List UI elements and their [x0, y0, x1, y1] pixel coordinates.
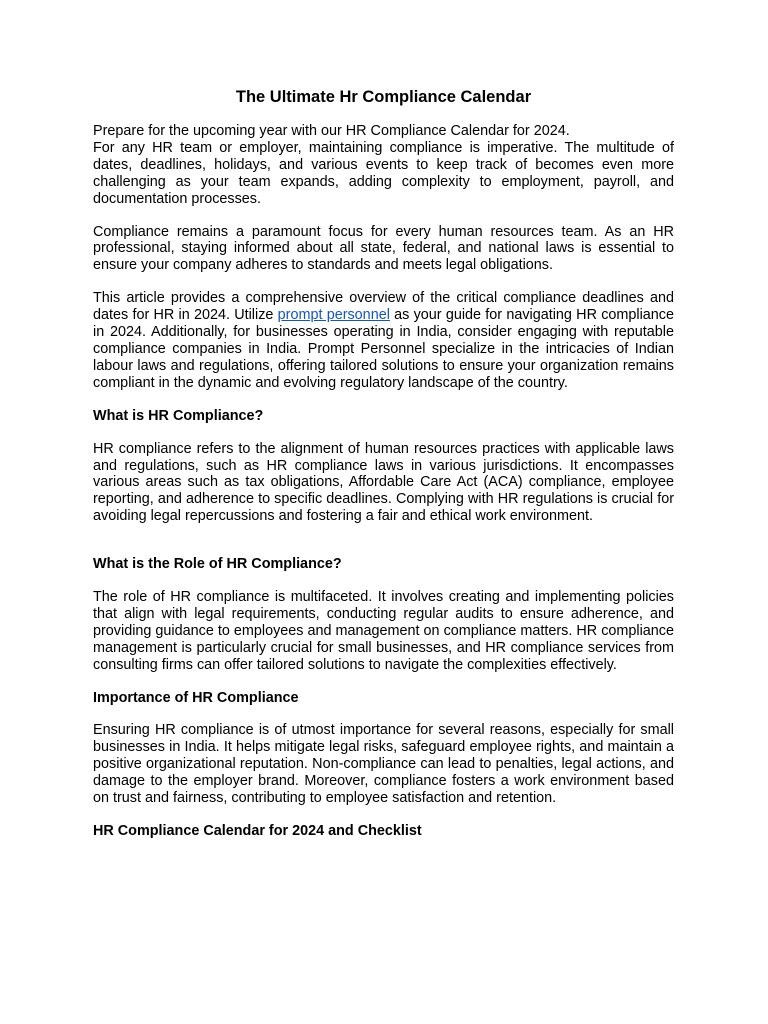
section-heading-importance-of-hr-compliance: Importance of HR Compliance — [93, 689, 299, 706]
article-overview-paragraph — [93, 290, 674, 391]
intro-paragraph — [93, 123, 674, 208]
section-heading-role-of-hr-compliance: What is the Role of HR Compliance? — [93, 556, 342, 573]
intro-first-line: Prepare for the upcoming year with our HR Compliance Calendar for 2024. — [93, 123, 570, 139]
overview-text-before-link: This article provides a comprehensive overview of the critical compliance deadlines and dates for HR in 2024. Utilize — [93, 290, 674, 324]
section-body-what-is-hr-compliance: HR compliance refers to the alignment of human resources practices with applicable laws and regulations, such as HR compliance laws in various jurisdictions. It encompasses various areas such as tax obligations, Affordable Care Act (ACA) compliance, employee reporting, and adherence to specific deadlines. Complying with HR regulations is crucial for avoiding legal repercussions and fostering a fair and ethical work environment. — [93, 440, 674, 525]
section-heading-calendar-and-checklist: HR Compliance Calendar for 2024 and Checklist — [93, 823, 422, 839]
document-page — [93, 86, 674, 856]
overview-text-after-link: as your guide for navigating HR compliance in 2024. Additionally, for businesses operating in India, consider engaging with reputable compliance companies in India. Prompt Personnel specialize in the intricacies of Indian labour laws and regulations, offering tailored solutions to ensure your organization remains compliant in the dynamic and evolving regulatory landscape of the country. — [93, 307, 674, 391]
section-body-role-of-hr-compliance: The role of HR compliance is multifaceted. It involves creating and implementing policies that align with legal requirements, conducting regular audits to ensure adherence, and providing guidance to employees and management on compliance matters. HR compliance management is particularly crucial for small businesses, and HR compliance services from consulting firms can offer tailored solutions to navigate the complexities effectively. — [93, 589, 674, 673]
compliance-focus-paragraph: Compliance remains a paramount focus for every human resources team. As an HR professional, staying informed about all state, federal, and national laws is essential to ensure your company adheres to standards and meets legal obligations. — [93, 223, 674, 274]
document-title: The Ultimate Hr Compliance Calendar — [235, 88, 532, 106]
prompt-personnel-link[interactable]: prompt personnel — [277, 307, 390, 324]
section-heading-what-is-hr-compliance: What is HR Compliance? — [93, 407, 264, 424]
section-body-importance-of-hr-compliance: Ensuring HR compliance is of utmost importance for several reasons, especially for small businesses in India. It helps mitigate legal risks, safeguard employee rights, and maintain a positive organizational reputation. Non-compliance can lead to penalties, legal actions, and damage to the employer brand. Moreover, compliance fosters a work environment based on trust and fairness, contributing to employee satisfaction and retention. — [93, 722, 674, 807]
intro-body: For any HR team or employer, maintaining compliance is imperative. The multitude of dates, deadlines, holidays, and various events to keep track of becomes even more challenging as your team expands, adding complexity to employment, payroll, and documentation processes. — [93, 139, 674, 207]
